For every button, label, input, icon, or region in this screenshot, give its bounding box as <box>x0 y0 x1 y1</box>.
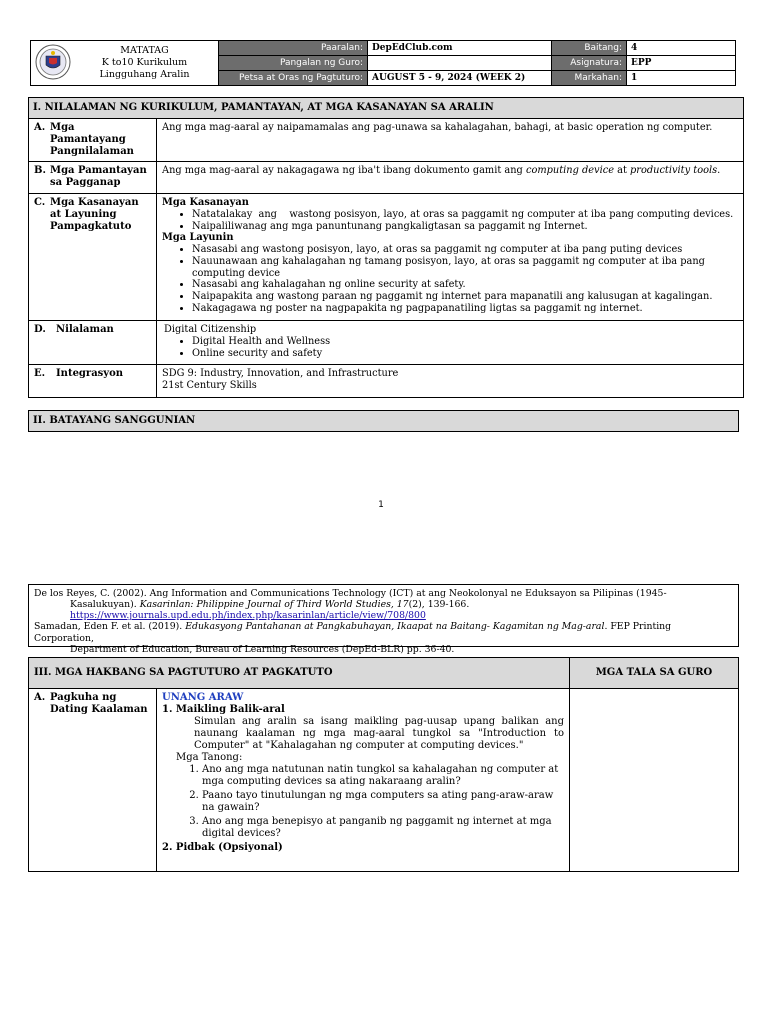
teacher-value <box>368 56 552 71</box>
deped-seal-icon <box>35 44 71 80</box>
header-title-block <box>73 45 216 81</box>
references-box <box>28 584 739 655</box>
integrasyon-line: SDG 9: Industry, Innovation, and Infrastructure <box>162 368 399 379</box>
school-label: Paaralan: <box>219 41 368 56</box>
list-item: • Nauunawaan ang kahalagahan ng tamang posisyon, layo, at oras sa paggamit ng computer at iba pang computing device <box>192 256 738 280</box>
header-table <box>30 40 736 86</box>
row-a-step-label: A. Pagkuha ng Dating Kaalaman <box>29 689 157 872</box>
list-item: • Nasasabi ang wastong posisyon, layo, at oras sa paggamit ng computer at iba pang puting devices <box>192 244 738 256</box>
list-item: 1. Ano ang mga natutunan natin tungkol sa kahalagahan ng computer at mga computing devices sa ating nakaraang aralin? <box>202 764 564 788</box>
questions-list <box>162 764 564 840</box>
teacher-notes-cell <box>570 689 739 872</box>
header-title-line: K to10 Kurikulum <box>101 57 188 69</box>
row-a-step-content <box>157 689 570 872</box>
list-item: • Digital Health and Wellness <box>192 336 738 348</box>
row-d-content <box>157 321 744 365</box>
row-b-label: B. Mga Pamantayan sa Pagganap <box>29 162 157 194</box>
curriculum-table <box>28 118 744 398</box>
teaching-steps-table <box>28 657 739 872</box>
page-number: 1 <box>378 500 384 510</box>
list-item: • Naipapakita ang wastong paraan ng paggamit ng internet para mapanatili ang kalusugan at kagalingan. <box>192 291 738 303</box>
list-item: • Nasasabi ang kahalagahan ng online security at safety. <box>192 279 738 291</box>
list-item: • Online security and safety <box>192 348 738 360</box>
layunin-list <box>162 244 738 315</box>
header-logo-cell <box>31 41 219 86</box>
nilalaman-heading: Digital Citizenship <box>164 324 257 335</box>
row-a-content: Ang mga mag-aaral ay naipamamalas ang pag-unawa sa kahalagahan, bahagi, at basic operation ng computer. <box>157 119 744 162</box>
list-item: • Nakagagawa ng poster na nagpapakita ng pagpapanatiling ligtas sa paggamit ng internet. <box>192 303 738 315</box>
quarter-label: Markahan: <box>552 71 627 86</box>
integrasyon-line: 21st Century Skills <box>162 379 257 391</box>
list-item: • Naipaliliwanag ang mga panuntunang pangkaligtasan sa paggamit ng Internet. <box>192 221 738 233</box>
list-item: • Natatalakay ang wastong posisyon, layo, at oras sa paggamit ng computer at iba pang computing devices. <box>192 209 738 221</box>
row-a-label: A. Mga Pamantayang Pangnilalaman <box>29 119 157 162</box>
notes-title: MGA TALA SA GURO <box>570 658 739 689</box>
header-title-line: MATATAG <box>120 45 169 57</box>
quarter-value: 1 <box>627 71 736 86</box>
school-value: DepEdClub.com <box>368 41 552 56</box>
kasanayan-heading: Mga Kasanayan <box>162 197 249 208</box>
review-intro: Simulan ang aralin sa isang maikling pag-uusap upang balikan ang naunang kaalaman ng mga mag-aaral tungkol sa "Introduction to Computer" at "Kahalagahan ng computer at computing devices." <box>194 716 564 751</box>
kasanayan-list <box>162 209 738 233</box>
row-e-label: E. Integrasyon <box>29 365 157 398</box>
teacher-label: Pangalan ng Guro: <box>219 56 368 71</box>
row-e-content <box>157 365 744 398</box>
row-d-label: D. Nilalaman <box>29 321 157 365</box>
date-label: Petsa at Oras ng Pagtuturo: <box>219 71 368 86</box>
reference-link[interactable]: https://www.journals.upd.edu.ph/index.php/kasarinlan/article/view/708/800 <box>70 610 426 622</box>
list-item: 2. Paano tayo tinutulungan ng mga computers sa ating pang-araw-araw na gawain? <box>202 790 564 814</box>
date-value: AUGUST 5 - 9, 2024 (WEEK 2) <box>368 71 552 86</box>
reference-2: Samadan, Eden F. et al. (2019). Edukasyong Pantahanan at Pangkabuhayan, Ikaapat na Baitang- Kagamitan ng Mag-aral. FEP Printing Corporation, Department of Education, Bureau of Learning Resources (DepEd-BLR) pp. 36-40. <box>34 621 672 655</box>
list-item: 3. Ano ang mga benepisyo at panganib ng paggamit ng internet at mga digital devices? <box>202 816 564 840</box>
subject-value: EPP <box>627 56 736 71</box>
reference-1: De los Reyes, C. (2002). Ang Information and Communications Technology (ICT) at ang Neokolonyal ne Eduksayon sa Pilipinas (1945- Kasalukuyan). Kasarinlan: Philippine Journal of Third World Studies, 17(2), 139-166. https://www.journals.upd.edu.ph/index.php/kasarinlan/article/view/708/800 <box>34 588 667 622</box>
header-title-line: Lingguhang Aralin <box>99 68 190 80</box>
step-1-heading: 1. Maikling Balik-aral <box>162 704 285 715</box>
section2-title: II. BATAYANG SANGGUNIAN <box>28 410 739 432</box>
section1-title: I. NILALAMAN NG KURIKULUM, PAMANTAYAN, AT MGA KASANAYAN SA ARALIN <box>28 97 744 119</box>
grade-label: Baitang: <box>552 41 627 56</box>
row-c-content <box>157 194 744 321</box>
layunin-heading: Mga Layunin <box>162 232 234 244</box>
row-c-label: C. Mga Kasanayan at Layuning Pampagkatuto <box>29 194 157 321</box>
day-label: UNANG ARAW <box>162 692 244 703</box>
subject-label: Asignatura: <box>552 56 627 71</box>
grade-value: 4 <box>627 41 736 56</box>
nilalaman-list <box>162 336 738 360</box>
questions-label: Mga Tanong: <box>176 752 243 763</box>
row-b-content: Ang mga mag-aaral ay nakagagawa ng iba't ibang dokumento gamit ang computing device at productivity tools. <box>157 162 744 194</box>
section3-title: III. MGA HAKBANG SA PAGTUTURO AT PAGKATUTO <box>29 658 570 689</box>
step-2-heading: 2. Pidbak (Opsiyonal) <box>162 842 283 853</box>
